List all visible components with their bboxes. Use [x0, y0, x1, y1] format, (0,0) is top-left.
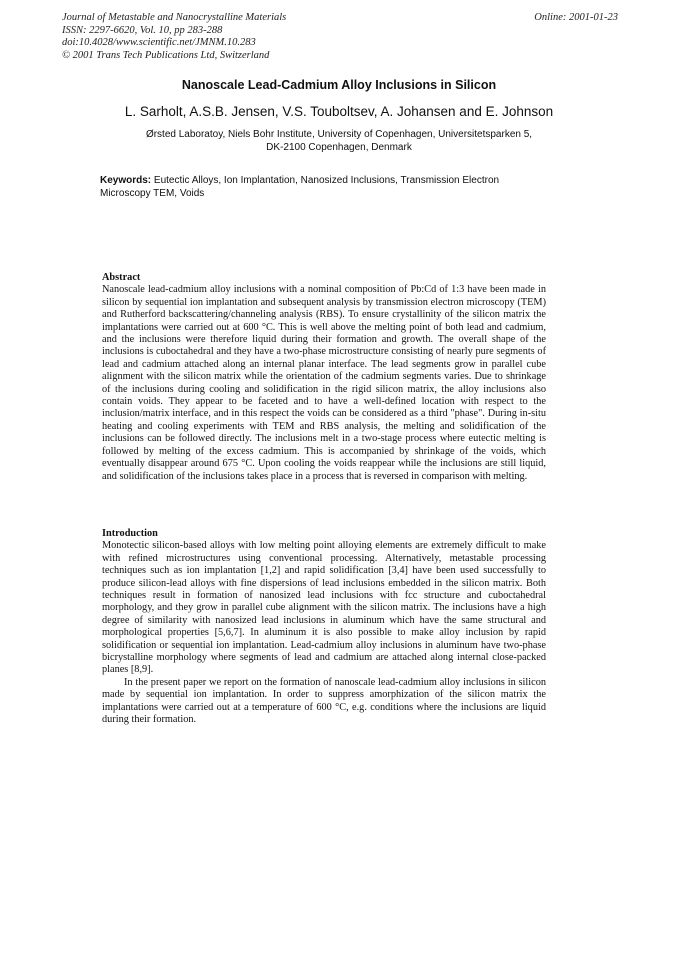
- paper-authors: L. Sarholt, A.S.B. Jensen, V.S. Touboltsev, A. Johansen and E. Johnson: [124, 104, 554, 119]
- introduction-section: [102, 528, 546, 727]
- keywords-label: Keywords:: [100, 175, 152, 186]
- affiliation-line-1: Ørsted Laboratoy, Niels Bohr Institute, University of Copenhagen, Universitetsparken 5,: [145, 129, 533, 140]
- abstract-section: [102, 272, 546, 483]
- paper-title: Nanoscale Lead-Cadmium Alloy Inclusions in Silicon: [181, 78, 497, 92]
- doi-line[interactable]: doi:10.4028/www.scientific.net/JMNM.10.283: [62, 37, 256, 48]
- journal-name: Journal of Metastable and Nanocrystalline Materials: [62, 12, 287, 23]
- journal-header: [62, 12, 618, 62]
- introduction-paragraph-1: Monotectic silicon-based alloys with low melting point alloying elements are extremely difficult to make with refined microstructures using conventional processing. Alternatively, metastable processing techniques such as ion implantation [1,2] and rapid solidification [3,4] have been used successfully to produce silicon-lead alloys with fine dispersions of lead inclusions embedded in the silicon matrix. Both techniques result in formation of nanosized lead inclusions with fcc structure and cuboctahedral morphology, and they grow in parallel cube alignment with the silicon matrix. The inclusions have a high degree of similarity with nanosized lead inclusions in aluminum which have the same structural and morphological properties [5,6,7]. In aluminum it is also possible to make alloy inclusion by rapid solidification or sequential ion implantation. Lead-cadmium alloy inclusions in aluminum have two-phase bicrystalline morphology where segments of lead and cadmium are attached along internal close-packed planes [8,9].: [102, 540, 546, 676]
- online-date: Online: 2001-01-23: [534, 12, 618, 23]
- keywords: [100, 175, 540, 200]
- introduction-heading: Introduction: [102, 528, 158, 539]
- issn-line: ISSN: 2297-6620, Vol. 10, pp 283-288: [62, 24, 223, 36]
- copyright-line: © 2001 Trans Tech Publications Ltd, Switzerland: [62, 49, 270, 61]
- affiliation-line-2: DK-2100 Copenhagen, Denmark: [266, 142, 412, 153]
- abstract-heading: Abstract: [102, 272, 141, 283]
- introduction-paragraph-2: In the present paper we report on the formation of nanoscale lead-cadmium alloy inclusions in silicon made by sequential ion implantation. In order to suppress amorphization of the silicon matrix the implantations were carried out at a temperature of 600 °C, e.g. conditions where the inclusions are liquid during their formation.: [102, 676, 546, 726]
- affiliation: [0, 128, 678, 154]
- abstract-text: Nanoscale lead-cadmium alloy inclusions with a nominal composition of Pb:Cd of 1:3 have been made in silicon by sequential ion implantation and subsequent analysis by transmission electron microscopy (TEM) and Rutherford backscattering/channeling analysis (RBS). To ensure crystallinity of the silicon matrix the implantations were carried out at 600 °C. This is well above the melting point of both lead and cadmium, and the inclusions were therefore liquid during their formation and growth. The overall shape of the inclusions is cuboctahedral and they have a two-phase microstructure consisting of nearly pure segments of lead and cadmium attached along an internal planar interface. The lead segments grow in parallel cube alignment with the silicon matrix while the orientation of the cadmium segments varies. Due to shrinkage of the inclusions during cooling and solidification in the rigid silicon matrix, the alloy inclusions also contain voids. They appear to be faceted and to have a well-defined location with respect to the inclusion/matrix interface, and in this respect the voids can be considered as a third "phase". During in-situ heating and cooling experiments with TEM and RBS analysis, the melting and solidification of the inclusions can be followed directly. The inclusions melt in a two-stage process where eutectic melting is followed by melting of the excess cadmium. This is accompanied by shrinkage of the voids, which eventually disappear around 675 °C. Upon cooling the voids reappear while the inclusions are still liquid, and solidification of the inclusions takes place in a process that is reversed in comparison with melting.: [102, 284, 546, 482]
- keywords-text: Eutectic Alloys, Ion Implantation, Nanosized Inclusions, Transmission Electron Microscopy TEM, Voids: [100, 175, 500, 199]
